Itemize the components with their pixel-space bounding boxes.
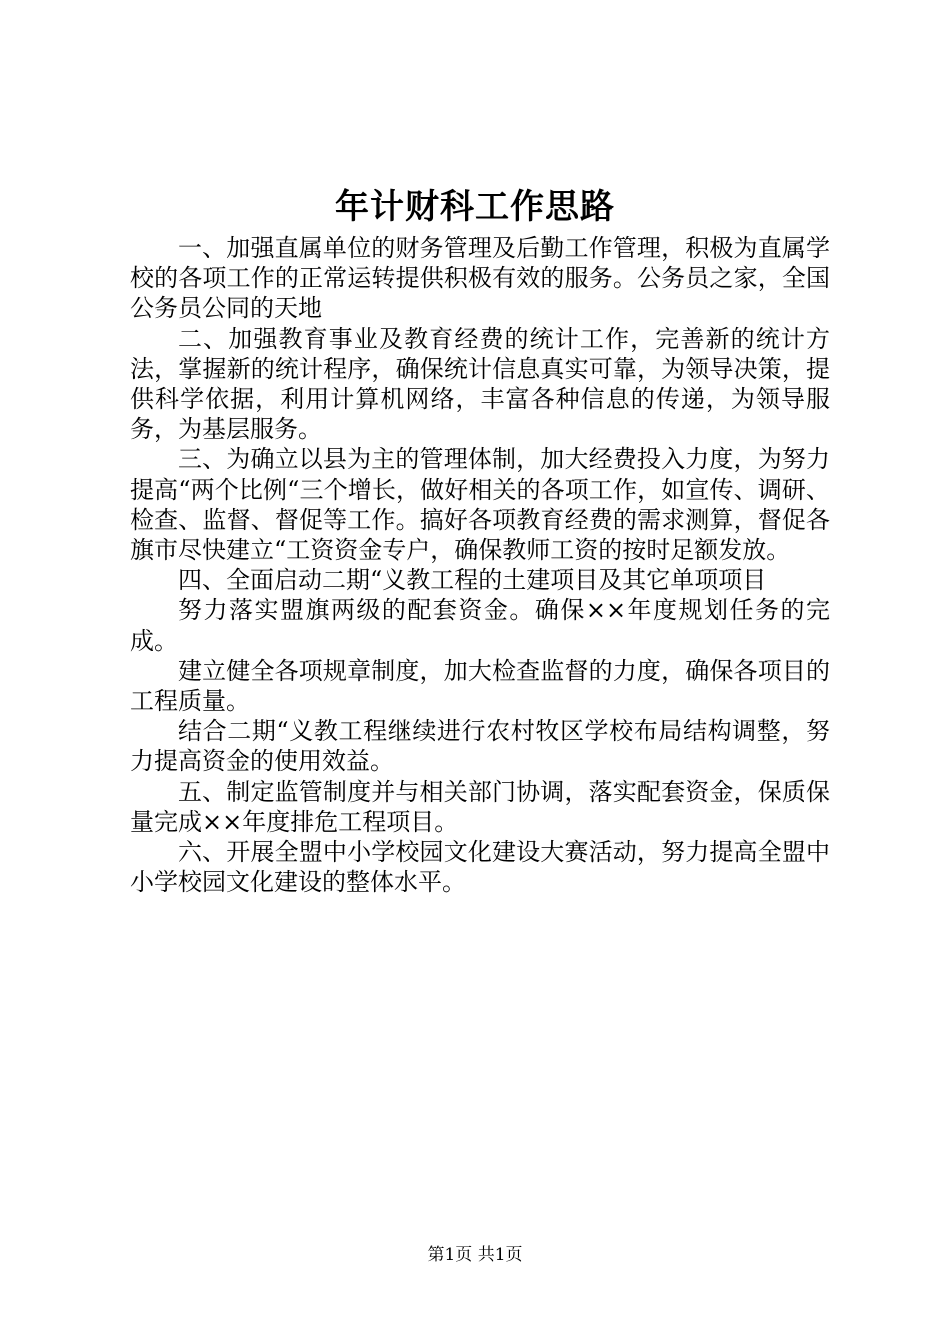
paragraph-4: 四、全面启动二期“义教工程的土建项目及其它单项项目: [178, 566, 767, 595]
paragraph-2: 二、加强教育事业及教育经费的统计工作，完善新的统计方法，掌握新的统计程序，确保统计信息真实可靠，为领导决策，提供科学依据，利用计算机网络，丰富各种信息的传递，为领导服务，为基层服务。: [130, 324, 830, 444]
document-title: 年计财科工作思路: [335, 187, 615, 227]
paragraph-8: 五、制定监管制度并与相关部门协调，落实配套资金，保质保量完成××年度排危工程项目。: [130, 777, 830, 836]
paragraph-7: 结合二期“义教工程继续进行农村牧区学校布局结构调整，努力提高资金的使用效益。: [130, 717, 830, 776]
paragraph-6: 建立健全各项规章制度，加大检查监督的力度，确保各项目的工程质量。: [130, 656, 830, 716]
paragraph-1: 一、加强直属单位的财务管理及后勤工作管理，积极为直属学校的各项工作的正常运转提供积极有效的服务。公务员之家，全国公务员公同的天地: [130, 234, 830, 323]
page-footer: 第1页 共1页: [427, 1245, 523, 1265]
paragraph-5: 努力落实盟旗两级的配套资金。确保××年度规划任务的完成。: [130, 596, 830, 655]
paragraph-3: 三、为确立以县为主的管理体制，加大经费投入力度，为努力提高“两个比例“三个增长，做好相关的各项工作，如宣传、调研、检查、监督、督促等工作。搞好各项教育经费的需求测算，督促各旗市尽快建立“工资资金专户，确保教师工资的按时足额发放。: [130, 445, 830, 565]
paragraph-9: 六、开展全盟中小学校园文化建设大赛活动，努力提高全盟中小学校园文化建设的整体水平。: [130, 838, 830, 897]
document-body: [130, 233, 830, 897]
